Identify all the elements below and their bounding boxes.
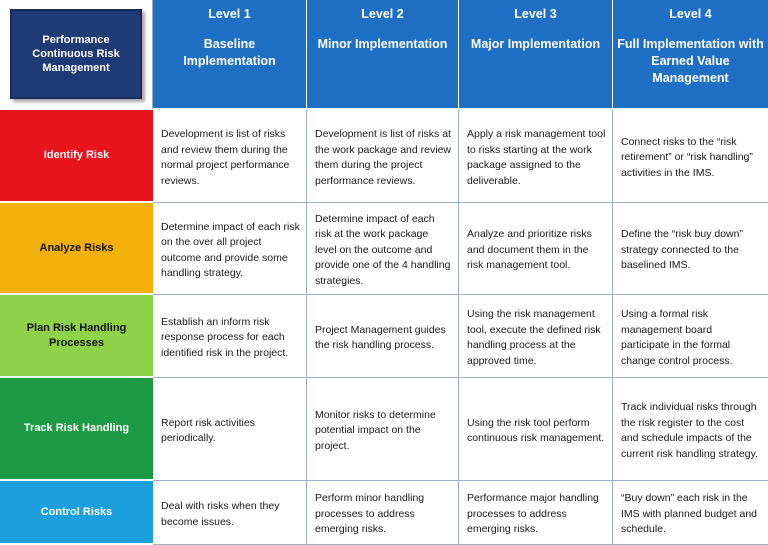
cell-plan-level-4 — [613, 295, 768, 378]
cell-identify-level-1 — [153, 110, 307, 203]
cell-text: “Buy down” each risk in the IMS with planned budget and schedule. — [621, 492, 758, 536]
row-label-text: Plan Risk Handling Processes — [26, 321, 127, 349]
row-label-control-risks — [0, 481, 153, 545]
cell-plan-level-2 — [307, 295, 459, 378]
cell-text: Analyze and prioritize risks and document them in the risk management tool. — [467, 228, 592, 272]
level-2-label: Level 2 — [361, 7, 404, 21]
cell-identify-level-4 — [613, 110, 768, 203]
cell-track-level-2 — [307, 378, 459, 481]
row-label-identify-risk — [0, 110, 153, 203]
cell-analyze-level-4 — [613, 203, 768, 295]
level-1-label: Level 1 — [208, 7, 251, 21]
cell-track-level-4 — [613, 378, 768, 481]
cell-analyze-level-2 — [307, 203, 459, 295]
cell-analyze-level-1 — [153, 203, 307, 295]
cell-text: Using the risk tool perform continuous risk management. — [467, 416, 605, 444]
row-label-text: Identify Risk — [43, 149, 110, 161]
cell-text: Track individual risks through the risk register to the cost and schedule impacts of the current risk handling strategy. — [621, 401, 758, 460]
cell-text: Establish an inform risk response process for each identified risk in the project. — [161, 315, 289, 359]
row-label-track-risk-handling — [0, 378, 153, 481]
level-4-name: Full Implementation with Earned Value Management — [617, 37, 764, 85]
level-2-name: Minor Implementation — [317, 37, 448, 51]
cell-text: Report risk activities periodically. — [161, 416, 255, 444]
cell-text: Development is list of risks at the work package and review them during the project performance reviews. — [315, 128, 451, 187]
cell-plan-level-3 — [459, 295, 613, 378]
level-3-header — [459, 0, 613, 110]
cell-identify-level-3 — [459, 110, 613, 203]
cell-text: Perform minor handling processes to address emerging risks. — [315, 492, 425, 536]
cell-text: Determine impact of each risk at the work package level on the outcome and provide one of the 4 handling strategies. — [315, 212, 451, 287]
cell-text: Project Management guides the risk handling process. — [315, 323, 446, 351]
row-label-analyze-risks — [0, 203, 153, 295]
cell-control-level-2 — [307, 481, 459, 545]
cell-track-level-1 — [153, 378, 307, 481]
cell-control-level-1 — [153, 481, 307, 545]
cell-text: Monitor risks to determine potential impact on the project. — [315, 408, 436, 452]
row-label-text: Track Risk Handling — [23, 422, 130, 434]
corner-cell — [0, 0, 153, 110]
level-1-header — [153, 0, 307, 110]
level-2-header — [307, 0, 459, 110]
cell-text: Performance major handling processes to address emerging risks. — [467, 492, 599, 536]
cell-text: Apply a risk management tool to risks starting at the work package assigned to the deliverable. — [467, 128, 606, 187]
level-3-name: Major Implementation — [470, 37, 601, 51]
cell-analyze-level-3 — [459, 203, 613, 295]
cell-plan-level-1 — [153, 295, 307, 378]
level-4-header — [613, 0, 768, 110]
row-label-plan-risk-handling — [0, 295, 153, 378]
cell-text: Deal with risks when they become issues. — [161, 500, 280, 528]
matrix-title: Performance Continuous Risk Management — [32, 34, 120, 74]
cell-text: Connect risks to the “risk retirement” or “risk handling” activities in the IMS. — [621, 135, 753, 179]
cell-identify-level-2 — [307, 110, 459, 203]
cell-text: Development is list of risks and review them during the normal project performance reviews. — [161, 128, 290, 187]
cell-text: Using the risk management tool, execute the defined risk handling process at the approved time. — [467, 308, 601, 367]
row-label-text: Analyze Risks — [39, 241, 114, 254]
level-1-name: Baseline Implementation — [183, 37, 276, 68]
cell-text: Determine impact of each risk on the over all project outcome and provide some handling strategy. — [161, 220, 300, 279]
cell-control-level-3 — [459, 481, 613, 545]
cell-text: Define the “risk buy down” strategy connected to the baselined IMS. — [621, 228, 743, 272]
row-label-text: Control Risks — [40, 505, 113, 518]
level-4-label: Level 4 — [669, 7, 712, 21]
cell-control-level-4 — [613, 481, 768, 545]
cell-track-level-3 — [459, 378, 613, 481]
matrix-title-box — [10, 9, 142, 99]
cell-text: Using a formal risk management board participate in the formal change control process. — [621, 308, 733, 367]
level-3-label: Level 3 — [514, 7, 557, 21]
